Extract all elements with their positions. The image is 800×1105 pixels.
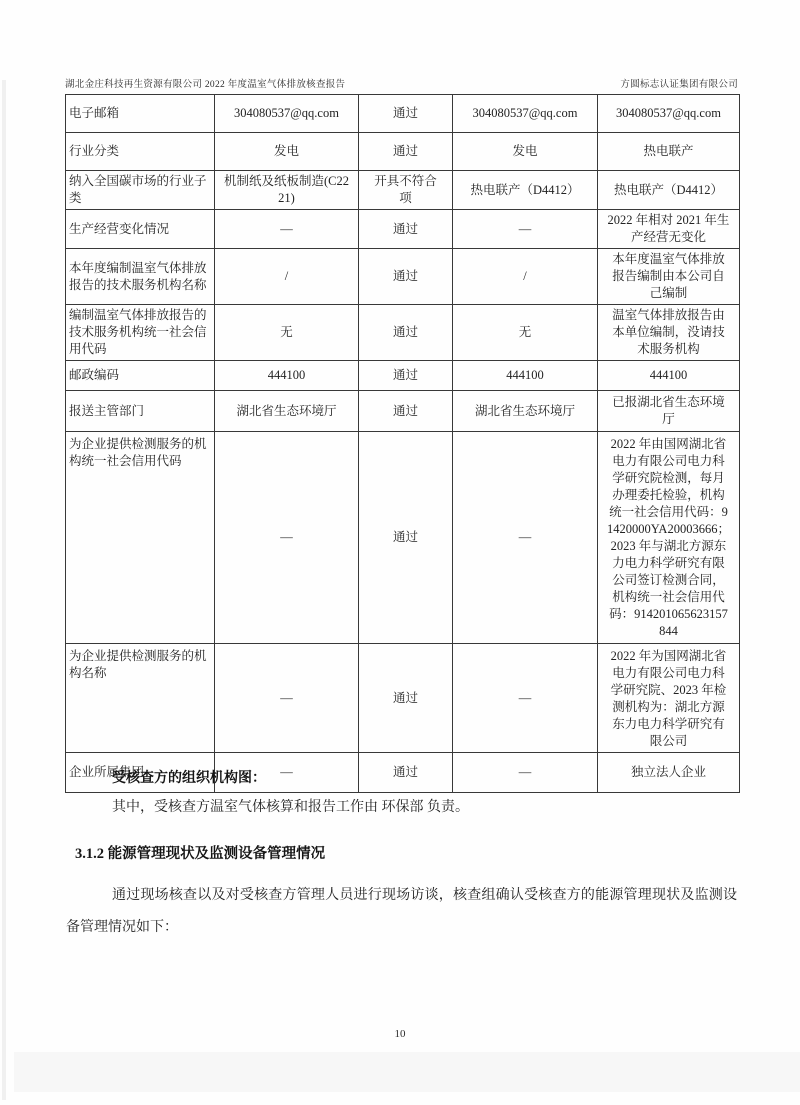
- remark-cell: 2022 年由国网湖北省电力有限公司电力科学研究院检测，每月办理委托检验，机构统一社会信用代码：91420000YA20003666；2023 年与湖北方源东力电力科学研究有限公司签订检测合同，机构统一社会信用代码：914201065623157844: [598, 432, 740, 644]
- row-label: 生产经营变化情况: [66, 210, 215, 249]
- conclusion-cell: 通过: [359, 210, 453, 249]
- value-cell: —: [215, 753, 359, 793]
- remark-cell: 独立法人企业: [598, 753, 740, 793]
- value-cell: 无: [215, 305, 359, 361]
- remark-cell: 热电联产: [598, 133, 740, 171]
- scan-shadow-artifact: [14, 1052, 800, 1092]
- header-right-company: 方圆标志认证集团有限公司: [620, 80, 738, 90]
- value-cell: —: [215, 644, 359, 753]
- table-row: [66, 249, 740, 305]
- value-cell: 304080537@qq.com: [453, 95, 598, 133]
- row-label: 电子邮箱: [66, 95, 215, 133]
- row-label: 纳入全国碳市场的行业子类: [66, 171, 215, 210]
- value-cell: 无: [453, 305, 598, 361]
- table-row: [66, 391, 740, 432]
- table-row: [66, 210, 740, 249]
- table-row: [66, 432, 740, 644]
- table-row: [66, 133, 740, 171]
- org-responsibility-note: 其中，受核查方温室气体核算和报告工作由 环保部 负责。: [112, 800, 469, 815]
- value-cell: —: [453, 210, 598, 249]
- conclusion-cell: 开具不符合项: [359, 171, 453, 210]
- value-cell: 304080537@qq.com: [215, 95, 359, 133]
- conclusion-cell: 通过: [359, 391, 453, 432]
- conclusion-cell: 通过: [359, 361, 453, 391]
- value-cell: 发电: [453, 133, 598, 171]
- row-label: 报送主管部门: [66, 391, 215, 432]
- header-left-title: 湖北金庄科技再生资源有限公司 2022 年度温室气体排放核查报告: [65, 80, 346, 90]
- remark-cell: 2022 年为国网湖北省电力有限公司电力科学研究院、2023 年检测机构为：湖北方源东力电力科学研究有限公司: [598, 644, 740, 753]
- row-label: 为企业提供检测服务的机构名称: [66, 644, 215, 753]
- value-cell: 444100: [453, 361, 598, 391]
- conclusion-cell: 通过: [359, 753, 453, 793]
- remark-cell: 本年度温室气体排放报告编制由本公司自己编制: [598, 249, 740, 305]
- conclusion-cell: 通过: [359, 305, 453, 361]
- conclusion-cell: 通过: [359, 133, 453, 171]
- value-cell: —: [215, 210, 359, 249]
- conclusion-cell: 通过: [359, 249, 453, 305]
- row-label: 企业所属集团: [66, 753, 215, 793]
- value-cell: /: [215, 249, 359, 305]
- page-number: 10: [394, 1028, 406, 1040]
- value-cell: —: [215, 432, 359, 644]
- conclusion-cell: 通过: [359, 95, 453, 133]
- remark-cell: 2022 年相对 2021 年生产经营无变化: [598, 210, 740, 249]
- body-paragraph: 通过现场核查以及对受核查方管理人员进行现场访谈，核查组确认受核查方的能源管理现状及监测设备管理情况如下：: [66, 888, 737, 935]
- value-cell: /: [453, 249, 598, 305]
- page-header: [65, 76, 738, 90]
- section-heading-3-1-2: 3.1.2 能源管理现状及监测设备管理情况: [75, 846, 326, 862]
- remark-cell: 444100: [598, 361, 740, 391]
- value-cell: —: [453, 432, 598, 644]
- value-cell: 热电联产（D4412）: [453, 171, 598, 210]
- table-row: [66, 171, 740, 210]
- row-label: 行业分类: [66, 133, 215, 171]
- remark-cell: 热电联产（D4412）: [598, 171, 740, 210]
- row-label: 邮政编码: [66, 361, 215, 391]
- value-cell: 发电: [215, 133, 359, 171]
- row-label: 为企业提供检测服务的机构统一社会信用代码: [66, 432, 215, 644]
- remark-cell: 已报湖北省生态环境厅: [598, 391, 740, 432]
- value-cell: 湖北省生态环境厅: [453, 391, 598, 432]
- verification-info-table: [65, 94, 740, 793]
- conclusion-cell: 通过: [359, 644, 453, 753]
- value-cell: 机制纸及纸板制造(C2221): [215, 171, 359, 210]
- value-cell: 湖北省生态环境厅: [215, 391, 359, 432]
- table-row: [66, 644, 740, 753]
- conclusion-cell: 通过: [359, 432, 453, 644]
- row-label: 编制温室气体排放报告的技术服务机构统一社会信用代码: [66, 305, 215, 361]
- org-chart-label: 受核查方的组织机构图：: [112, 771, 266, 786]
- table-row: [66, 361, 740, 391]
- value-cell: —: [453, 753, 598, 793]
- table-row: [66, 95, 740, 133]
- row-label: 本年度编制温室气体排放报告的技术服务机构名称: [66, 249, 215, 305]
- table-row: [66, 305, 740, 361]
- remark-cell: 温室气体排放报告由本单位编制，没请技术服务机构: [598, 305, 740, 361]
- value-cell: 444100: [215, 361, 359, 391]
- scan-edge-artifact: [2, 80, 6, 1100]
- value-cell: —: [453, 644, 598, 753]
- remark-cell: 304080537@qq.com: [598, 95, 740, 133]
